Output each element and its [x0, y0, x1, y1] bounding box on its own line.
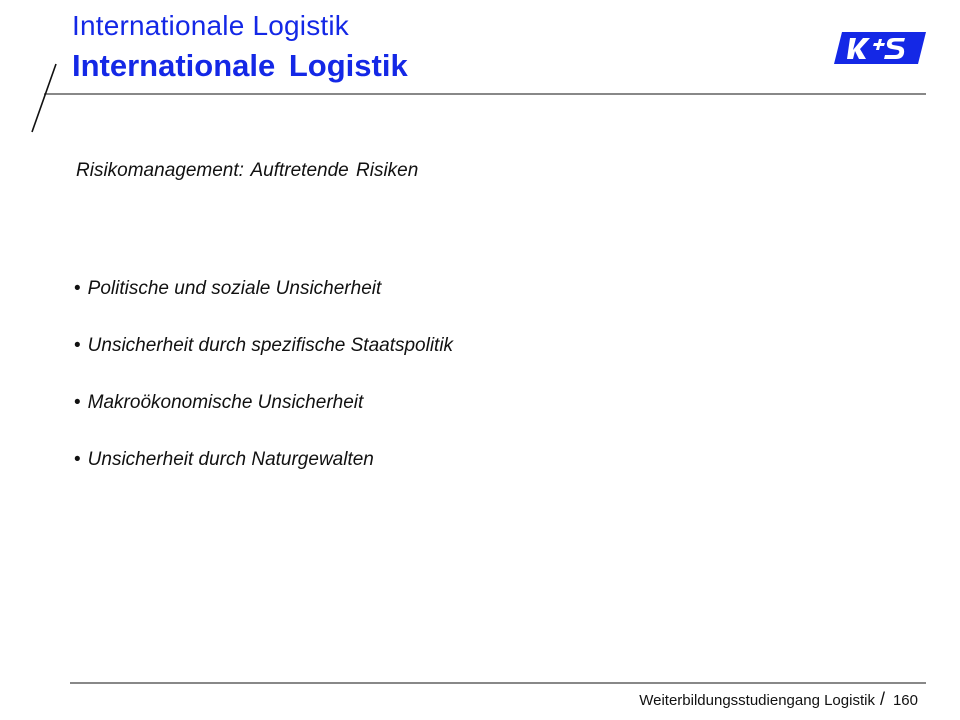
- list-item-text: Unsicherheit durch spezifische Staatspolitik: [87, 335, 454, 356]
- list-item-text: Politische und soziale Unsicherheit: [87, 278, 382, 299]
- diagonal-slash: [32, 64, 56, 132]
- list-item-text: Makroökonomische Unsicherheit: [87, 392, 364, 413]
- bullet-icon: •: [74, 278, 81, 299]
- risk-list: [74, 278, 453, 506]
- footer: [639, 689, 918, 710]
- list-item: [74, 278, 453, 335]
- ks-logo-icon: [834, 30, 926, 66]
- section-subtitle: Risikomanagement: Auftretende Risiken: [76, 160, 419, 181]
- list-item: [74, 335, 453, 392]
- footer-course: Weiterbildungsstudiengang Logistik: [639, 692, 875, 709]
- list-item: [74, 449, 453, 506]
- footer-separator: /: [879, 689, 885, 709]
- page-title: Internationale Logistik: [72, 48, 408, 83]
- bullet-icon: •: [74, 449, 81, 470]
- list-item: [74, 392, 453, 449]
- page-title-light: Internationale Logistik: [72, 10, 349, 41]
- page-number: 160: [892, 692, 918, 709]
- bullet-icon: •: [74, 335, 81, 356]
- bullet-icon: •: [74, 392, 81, 413]
- list-item-text: Unsicherheit durch Naturgewalten: [87, 449, 374, 470]
